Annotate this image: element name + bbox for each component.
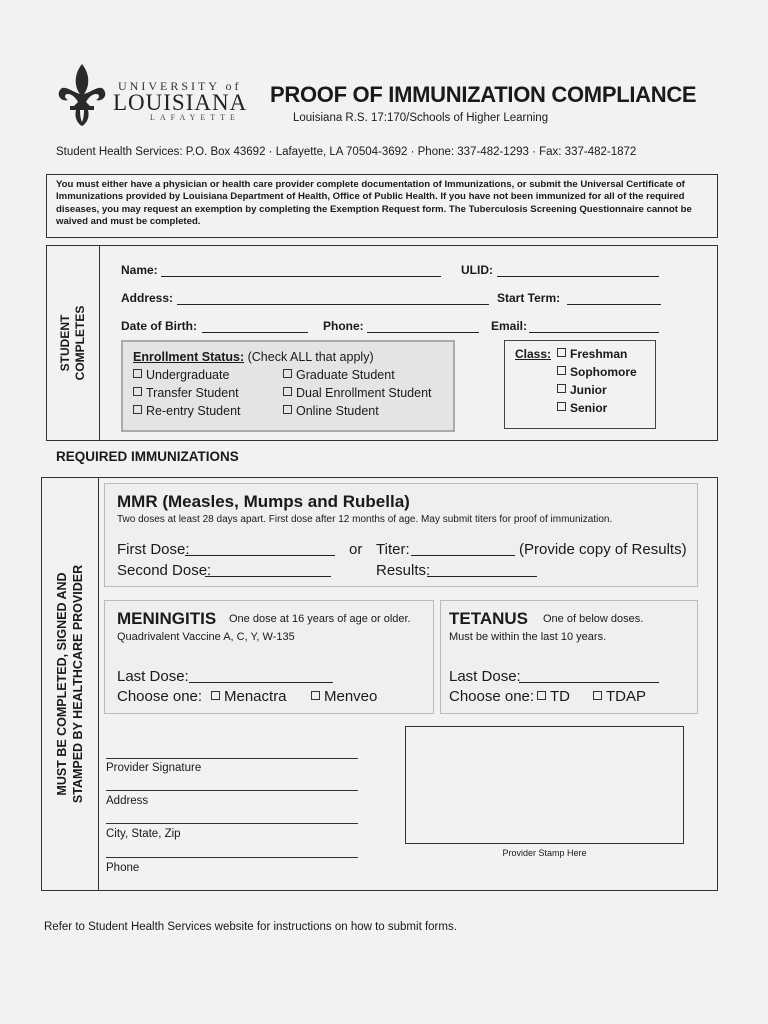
checkbox-reentry-student[interactable]: Re-entry Student [133, 404, 241, 418]
fleur-de-lis-logo-icon [54, 62, 110, 128]
checkbox-junior[interactable]: Junior [557, 383, 607, 397]
provider-section [41, 477, 718, 891]
tetanus-title: TETANUS [449, 609, 529, 628]
checkbox-menactra[interactable]: Menactra [211, 688, 287, 705]
address-label: Address: [121, 291, 174, 305]
titer-label: Titer: [376, 541, 410, 558]
provider-label-line-2: STAMPED BY HEALTHCARE PROVIDER [71, 564, 85, 804]
enrollment-hint: (Check ALL that apply) [247, 350, 374, 364]
provider-stamp-label: Provider Stamp Here [502, 848, 587, 858]
mmr-box [104, 483, 698, 587]
name-label: Name: [121, 263, 158, 277]
footer-instructions: Refer to Student Health Services website for instructions on how to submit forms. [44, 921, 457, 933]
provider-address-label: Address [106, 795, 149, 807]
titer-field[interactable] [411, 543, 515, 556]
mmr-title: MMR (Measles, Mumps and Rubella) [117, 492, 410, 511]
phone-field[interactable] [367, 320, 479, 333]
address-field[interactable] [177, 292, 489, 305]
student-label-line-2: COMPLETES [73, 305, 87, 381]
email-label: Email: [491, 319, 528, 333]
tetanus-note-2: Must be within the last 10 years. [449, 631, 607, 643]
student-label-line-1: STUDENT [58, 314, 72, 372]
provider-signature-label: Provider Signature [106, 762, 202, 774]
tetanus-last-dose-label: Last Dose: [449, 668, 521, 685]
provider-address-line[interactable] [106, 790, 358, 791]
dob-label: Date of Birth: [121, 319, 197, 333]
form-title: PROOF OF IMMUNIZATION COMPLIANCE [270, 82, 697, 107]
results-label: Results: [376, 562, 431, 579]
results-field[interactable] [427, 564, 537, 577]
meningitis-last-dose-label: Last Dose: [117, 668, 189, 685]
start-term-field[interactable] [567, 292, 661, 305]
provider-city-line[interactable] [106, 823, 358, 824]
dob-field[interactable] [202, 320, 308, 333]
mmr-note: Two doses at least 28 days apart. First dose after 12 months of age. May submit titers for proof of immunization. [117, 514, 613, 525]
university-name: LOUISIANA [113, 90, 248, 115]
phone-label: Phone: [323, 319, 364, 333]
first-dose-field[interactable] [185, 543, 335, 556]
meningitis-vaccine: Quadrivalent Vaccine A, C, Y, W-135 [117, 631, 295, 643]
ulid-label: ULID: [461, 263, 493, 277]
checkbox-tdap[interactable]: TDAP [593, 688, 646, 705]
checkbox-menveo[interactable]: Menveo [311, 688, 377, 705]
provider-phone-label: Phone [106, 862, 140, 874]
university-top-text: UNIVERSITY of [118, 79, 242, 93]
start-term-label: Start Term: [497, 291, 561, 305]
tetanus-box [440, 600, 698, 714]
enrollment-title: Enrollment Status: [133, 350, 245, 364]
checkbox-undergraduate[interactable]: Undergraduate [133, 368, 229, 382]
meningitis-box [104, 600, 434, 714]
tetanus-choose-label: Choose one: [449, 688, 535, 705]
class-box [504, 340, 656, 429]
meningitis-note: One dose at 16 years of age or older. [229, 613, 411, 625]
tetanus-last-dose-field[interactable] [519, 670, 659, 683]
meningitis-title: MENINGITIS [117, 609, 217, 628]
form-subtitle: Louisiana R.S. 17:170/Schools of Higher Learning [293, 112, 549, 124]
provider-label-line-1: MUST BE COMPLETED, SIGNED AND [55, 572, 69, 796]
first-dose-label: First Dose: [117, 541, 190, 558]
contact-line: Student Health Services: P.O. Box 43692 · Lafayette, LA 70504-3692 · Phone: 337-482-1293 · Fax: 337-482-1872 [56, 146, 637, 158]
class-title: Class: [515, 347, 552, 361]
checkbox-senior[interactable]: Senior [557, 401, 607, 415]
student-section [46, 245, 718, 441]
checkbox-sophomore[interactable]: Sophomore [557, 365, 637, 379]
email-field[interactable] [529, 320, 659, 333]
checkbox-transfer-student[interactable]: Transfer Student [133, 386, 239, 400]
checkbox-online-student[interactable]: Online Student [283, 404, 379, 418]
student-side-label [47, 246, 100, 440]
meningitis-choose-label: Choose one: [117, 688, 203, 705]
required-immunizations-heading: REQUIRED IMMUNIZATIONS [56, 449, 239, 464]
notice-box: You must either have a physician or health care provider complete documentation of Immunizations, or submit the Universal Certificate of Immunizations provided by Louisiana Department of Health, Office of Public Health. If you have not been immunized for all of the required diseases, you may request an exemption by completing the Exemption Request form. The Tuberculosis Screening Questionnaire cannot be waived and must be completed. [46, 174, 718, 238]
enrollment-status-box [121, 340, 455, 432]
checkbox-freshman[interactable]: Freshman [557, 347, 627, 361]
provider-city-label: City, State, Zip [106, 828, 181, 840]
checkbox-graduate-student[interactable]: Graduate Student [283, 368, 395, 382]
provider-stamp-area[interactable] [405, 726, 684, 844]
ulid-field[interactable] [497, 264, 659, 277]
meningitis-last-dose-field[interactable] [189, 670, 333, 683]
or-label: or [349, 541, 363, 558]
provider-signature-line[interactable] [106, 758, 358, 759]
provider-phone-line[interactable] [106, 857, 358, 858]
second-dose-label: Second Dose: [117, 562, 212, 579]
titer-note: (Provide copy of Results) [519, 541, 687, 558]
checkbox-dual-enrollment[interactable]: Dual Enrollment Student [283, 386, 432, 400]
checkbox-td[interactable]: TD [537, 688, 570, 705]
tetanus-note: One of below doses. [543, 613, 644, 625]
second-dose-field[interactable] [205, 564, 331, 577]
university-sub-text: LAFAYETTE [150, 113, 240, 122]
provider-side-label [42, 478, 99, 890]
name-field[interactable] [161, 264, 441, 277]
